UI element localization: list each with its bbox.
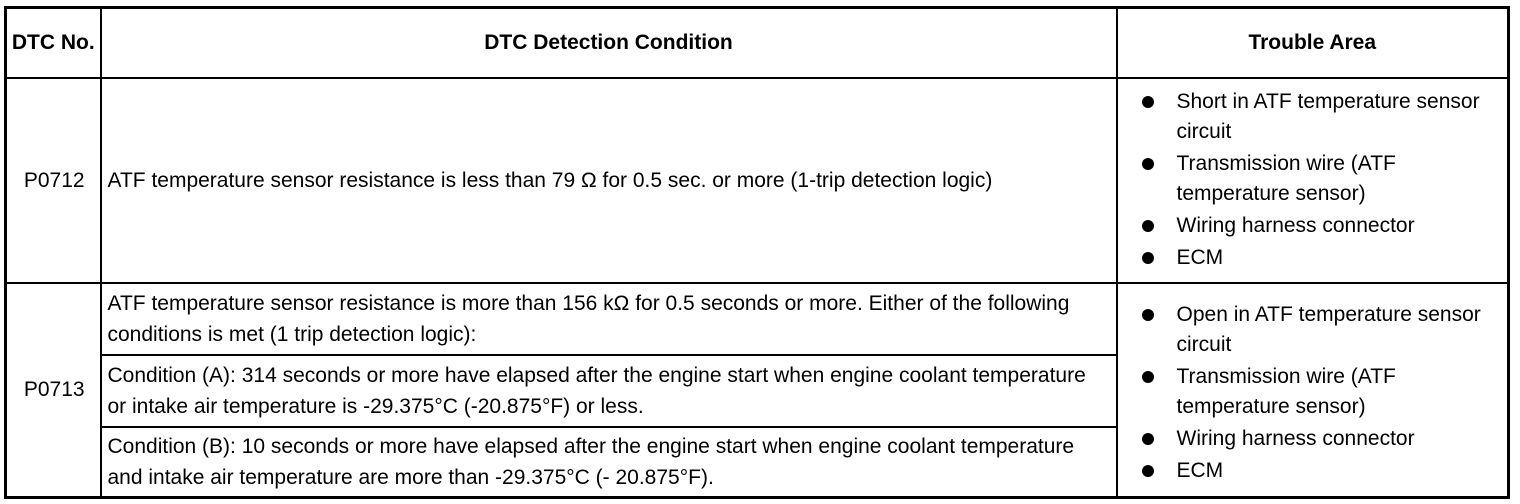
header-dtc-no: DTC No. — [6, 8, 101, 78]
list-item — [1138, 87, 1500, 147]
bullet-icon — [1142, 433, 1154, 445]
list-item — [1138, 300, 1500, 360]
bullet-icon — [1142, 220, 1154, 232]
trouble-area-cell — [1117, 283, 1509, 498]
trouble-area-text: Transmission wire (ATF temperature sensor) — [1176, 152, 1396, 205]
bullet-icon — [1142, 96, 1154, 108]
bullet-icon — [1142, 371, 1154, 383]
list-item — [1138, 362, 1500, 422]
detection-condition-cell: Condition (A): 314 seconds or more have elapsed after the engine start when engine coolant temperature or intake air temperature is -29.375°C (-20.875°F) or less. — [101, 355, 1117, 427]
trouble-area-list — [1138, 87, 1500, 273]
detection-condition-cell: ATF temperature sensor resistance is more than 156 kΩ for 0.5 seconds or more. Either of the following conditions is met (1 trip detection logic): — [101, 283, 1117, 355]
trouble-area-text: Short in ATF temperature sensor circuit — [1176, 90, 1480, 143]
header-detection-condition: DTC Detection Condition — [101, 8, 1117, 78]
bullet-icon — [1142, 309, 1154, 321]
trouble-area-text: ECM — [1176, 246, 1224, 269]
table-row — [6, 283, 1509, 355]
header-trouble-area: Trouble Area — [1117, 8, 1509, 78]
trouble-area-cell — [1117, 78, 1509, 283]
list-item — [1138, 243, 1500, 273]
dtc-code-cell: P0712 — [6, 78, 101, 283]
trouble-area-text: Wiring harness connector — [1176, 426, 1415, 450]
table-header-row — [6, 8, 1509, 78]
bullet-icon — [1142, 465, 1154, 477]
trouble-area-text: Open in ATF temperature sensor circuit — [1176, 302, 1481, 356]
bullet-icon — [1142, 252, 1154, 264]
trouble-area-text: Wiring harness connector — [1176, 214, 1415, 237]
detection-condition-cell: ATF temperature sensor resistance is less than 79 Ω for 0.5 sec. or more (1-trip detection logic) — [101, 78, 1117, 283]
list-item — [1138, 149, 1500, 209]
trouble-area-text: Transmission wire (ATF temperature sensor) — [1176, 364, 1396, 418]
trouble-area-text: ECM — [1176, 458, 1224, 482]
list-item — [1138, 211, 1500, 241]
table-row — [6, 78, 1509, 283]
list-item — [1138, 456, 1500, 486]
list-item — [1138, 424, 1500, 454]
bullet-icon — [1142, 158, 1154, 170]
dtc-code-cell: P0713 — [6, 283, 101, 498]
trouble-area-list — [1138, 300, 1500, 486]
dtc-table — [4, 6, 1510, 499]
detection-condition-cell: Condition (B): 10 seconds or more have elapsed after the engine start when engine coolant temperature and intake air temperature are more than -29.375°C (- 20.875°F). — [101, 427, 1117, 498]
